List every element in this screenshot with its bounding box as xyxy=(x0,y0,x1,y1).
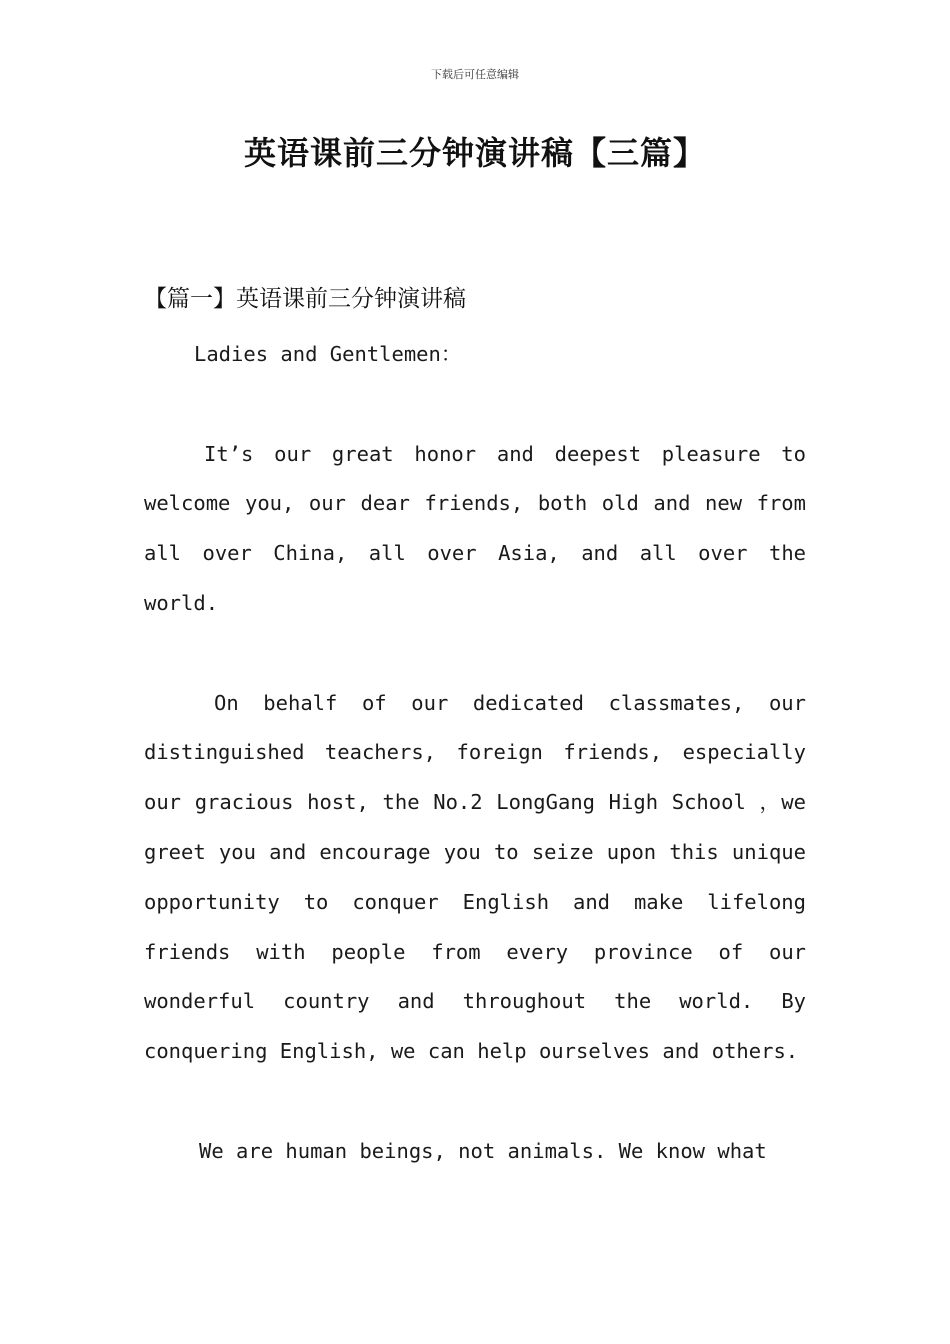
paragraph-1: It’s our great honor and deepest pleasure to welcome you, our dear friends, both old and new from all over China, all over Asia, and all over the world. xyxy=(144,441,806,615)
document-title: 英语课前三分钟演讲稿【三篇】 xyxy=(243,134,706,172)
salutation: Ladies and Gentlemen： xyxy=(194,342,462,366)
section-heading: 【篇一】英语课前三分钟演讲稿 xyxy=(144,286,466,312)
header-note: 下载后可任意编辑 xyxy=(431,68,519,81)
paragraph-2: On behalf of our dedicated classmates, our distinguished teachers, foreign friends, especially our gracious host, the No.2 LongGang High School ，we greet you and encourage you to seize upon this unique opportunity to conquer English and make lifelong friends with people from every province of our wonderful country and throughout the world. By conquering English, we can help ourselves and others. xyxy=(144,690,806,1064)
document-body xyxy=(144,280,806,1177)
paragraph-3: We are human beings, not animals. We know what xyxy=(199,1138,767,1163)
